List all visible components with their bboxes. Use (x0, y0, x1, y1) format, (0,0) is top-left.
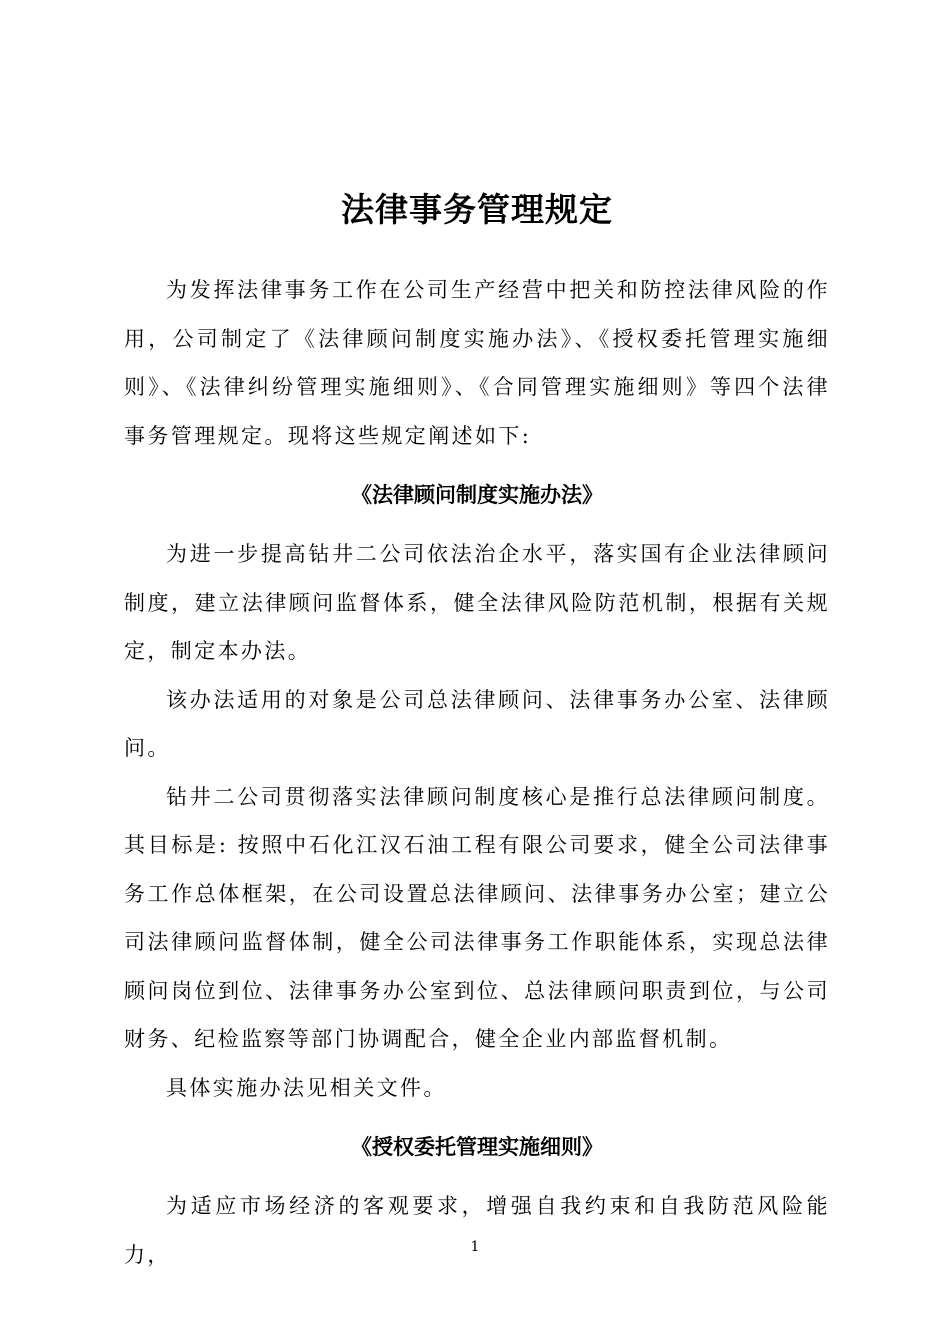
paragraph: 该办法适用的对象是公司总法律顾问、法律事务办公室、法律顾问。 (124, 687, 830, 760)
paragraph: 为进一步提高钻井二公司依法治企水平，落实国有企业法律顾问制度，建立法律顾问监督体系，健全法律风险防范机制，根据有关规定，制定本办法。 (124, 542, 830, 663)
document-body (124, 182, 830, 1279)
intro-paragraph: 为发挥法律事务工作在公司生产经营中把关和防控法律风险的作用，公司制定了《法律顾问制度实施办法》、《授权委托管理实施细则》、《法律纠纷管理实施细则》、《合同管理实施细则》等四个法律事务管理规定。现将这些规定阐述如下: (124, 278, 830, 448)
title-spacer (124, 238, 830, 266)
paragraph: 钻井二公司贯彻落实法律顾问制度核心是推行总法律顾问制度。其目标是: 按照中石化江汉石油工程有限公司要求，健全公司法律事务工作总体框架，在公司设置总法律顾问、法律事务办公室；建立公司法律顾问监督体制，健全公司法律事务工作职能体系，实现总法律顾问岗位到位、法律事务办公室到位、总法律顾问职责到位，与公司财务、纪检监察等部门协调配合，健全企业内部监督机制。 (124, 784, 830, 1051)
section-heading-legal-counsel: 《法律顾问制度实施办法》 (351, 483, 603, 507)
paragraph: 为适应市场经济的客观要求，增强自我约束和自我防范风险能力， (124, 1194, 830, 1267)
paragraph: 具体实施办法见相关文件。 (166, 1075, 447, 1100)
page-number: 1 (470, 1239, 480, 1255)
document-title: 法律事务管理规定 (341, 190, 613, 229)
section-heading-authorization: 《授权委托管理实施细则》 (351, 1135, 603, 1159)
